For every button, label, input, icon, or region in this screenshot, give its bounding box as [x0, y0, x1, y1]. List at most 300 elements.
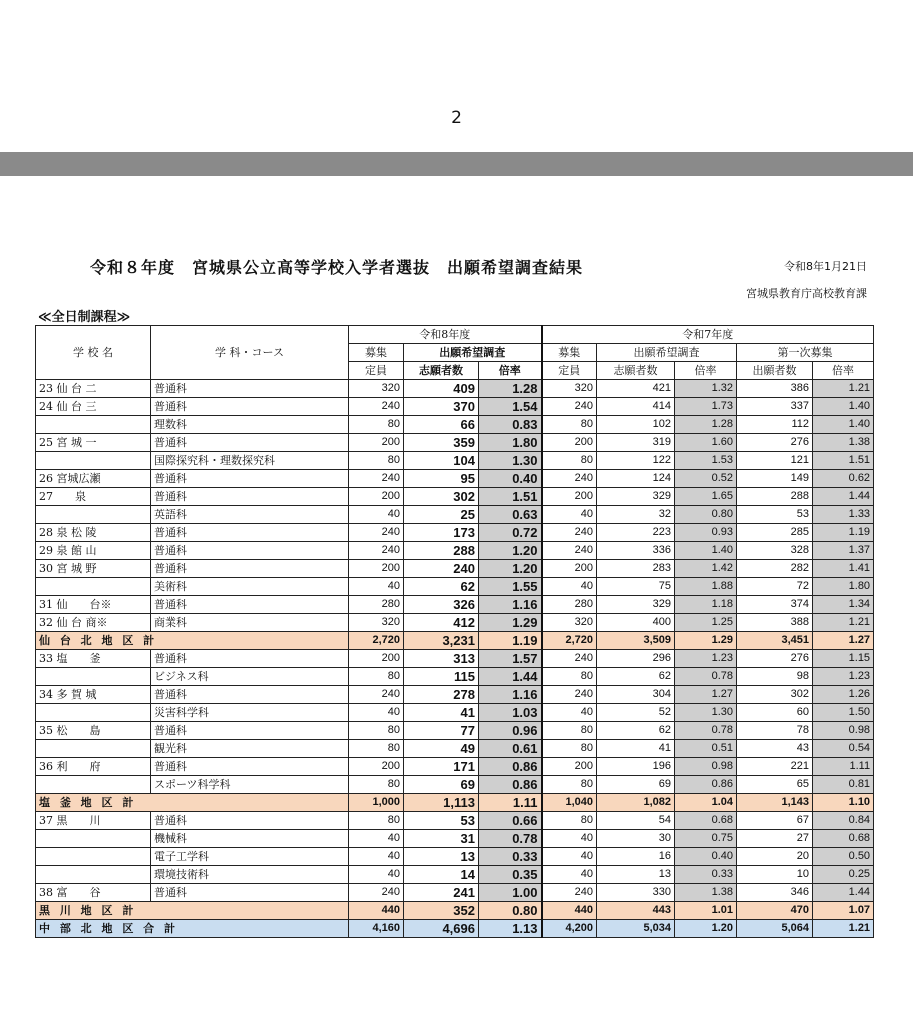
r8-applicants-cell: 240 [404, 560, 479, 578]
r8-ratio-cell: 1.51 [479, 488, 542, 506]
course-cell: スポーツ科学科 [151, 776, 349, 794]
header-band [0, 152, 913, 176]
r7-quota-cell: 40 [542, 578, 597, 596]
r7-first-ratio-cell: 1.41 [813, 560, 874, 578]
r8-ratio-cell: 0.83 [479, 416, 542, 434]
r8-ratio-cell: 1.11 [479, 794, 542, 812]
r7-first-ratio-cell: 1.44 [813, 488, 874, 506]
r7-quota-cell: 200 [542, 488, 597, 506]
r7-first-applied-cell: 285 [737, 524, 813, 542]
course-cell: 普通科 [151, 560, 349, 578]
r7-first-applied-cell: 374 [737, 596, 813, 614]
r7-first-ratio-cell: 1.07 [813, 902, 874, 920]
r7-quota-cell: 80 [542, 812, 597, 830]
r7-first-ratio-cell: 1.33 [813, 506, 874, 524]
table-row [36, 596, 874, 614]
r8-quota-cell: 240 [349, 470, 404, 488]
r8-ratio-cell: 1.00 [479, 884, 542, 902]
r7-ratio-cell: 0.78 [675, 722, 737, 740]
r7-quota-cell: 240 [542, 524, 597, 542]
table-row [36, 524, 874, 542]
r8-ratio-cell: 1.80 [479, 434, 542, 452]
table-row [36, 578, 874, 596]
r7-quota-header-bottom: 定員 [542, 362, 597, 380]
r7-ratio-cell: 1.73 [675, 398, 737, 416]
r7-quota-cell: 200 [542, 560, 597, 578]
r7-quota-cell: 240 [542, 470, 597, 488]
school-name-cell: 34 多 賀 城 [36, 686, 151, 704]
r8-ratio-cell: 1.03 [479, 704, 542, 722]
r7-first-ratio-cell: 0.54 [813, 740, 874, 758]
r8-quota-cell: 240 [349, 542, 404, 560]
r8-applicants-cell: 69 [404, 776, 479, 794]
r7-applicants-cell: 330 [597, 884, 675, 902]
district-total-label: 塩 釜 地 区 計 [36, 794, 349, 812]
r7-first-ratio-cell: 1.11 [813, 758, 874, 776]
school-name-cell: 32 仙 台 商※ [36, 614, 151, 632]
r7-first-ratio-cell: 1.37 [813, 542, 874, 560]
r7-applicants-cell: 329 [597, 488, 675, 506]
r8-quota-cell: 80 [349, 668, 404, 686]
r8-applicants-cell: 409 [404, 380, 479, 398]
r8-applicants-cell: 288 [404, 542, 479, 560]
school-name-cell: 35 松 島 [36, 722, 151, 740]
r7-applicants-cell: 75 [597, 578, 675, 596]
r7-quota-cell: 240 [542, 542, 597, 560]
r8-ratio-cell: 0.86 [479, 758, 542, 776]
table-row [36, 668, 874, 686]
r8-ratio-cell: 0.33 [479, 848, 542, 866]
table-row [36, 560, 874, 578]
r7-first-ratio-cell: 0.50 [813, 848, 874, 866]
r7-ratio-cell: 1.88 [675, 578, 737, 596]
r7-applicants-cell: 5,034 [597, 920, 675, 938]
r7-ratio-cell: 1.30 [675, 704, 737, 722]
r7-ratio-cell: 0.86 [675, 776, 737, 794]
r7-quota-cell: 4,200 [542, 920, 597, 938]
r7-ratio-cell: 1.53 [675, 452, 737, 470]
r7-first-applied-cell: 470 [737, 902, 813, 920]
course-cell: 機械科 [151, 830, 349, 848]
r8-ratio-cell: 0.72 [479, 524, 542, 542]
r8-ratio-cell: 1.20 [479, 560, 542, 578]
course-cell: ビジネス科 [151, 668, 349, 686]
course-cell: 理数科 [151, 416, 349, 434]
table-row [36, 506, 874, 524]
r7-quota-header-top: 募集 [542, 344, 597, 362]
r7-applicants-cell: 124 [597, 470, 675, 488]
r8-ratio-cell: 0.78 [479, 830, 542, 848]
r7-first-ratio-cell: 1.51 [813, 452, 874, 470]
r7-quota-cell: 40 [542, 704, 597, 722]
r7-applicants-cell: 16 [597, 848, 675, 866]
r8-applicants-cell: 4,696 [404, 920, 479, 938]
r7-quota-cell: 80 [542, 776, 597, 794]
r8-ratio-cell: 1.54 [479, 398, 542, 416]
r7-first-applied-cell: 302 [737, 686, 813, 704]
course-cell: 普通科 [151, 596, 349, 614]
r7-first-ratio-cell: 1.26 [813, 686, 874, 704]
r8-ratio-cell: 0.66 [479, 812, 542, 830]
r8-applicants-cell: 49 [404, 740, 479, 758]
school-name-cell [36, 452, 151, 470]
table-row [36, 776, 874, 794]
r8-ratio-cell: 1.19 [479, 632, 542, 650]
r8-ratio-cell: 0.96 [479, 722, 542, 740]
r7-first-ratio-cell: 1.15 [813, 650, 874, 668]
district-total-row [36, 794, 874, 812]
r7-quota-cell: 80 [542, 416, 597, 434]
r8-applicants-cell: 171 [404, 758, 479, 776]
r8-quota-cell: 1,000 [349, 794, 404, 812]
r7-applicants-cell: 336 [597, 542, 675, 560]
r8-applicants-cell: 359 [404, 434, 479, 452]
r7-applicants-cell: 54 [597, 812, 675, 830]
r8-quota-cell: 80 [349, 722, 404, 740]
r7-first-applied-cell: 3,451 [737, 632, 813, 650]
r8-quota-cell: 320 [349, 380, 404, 398]
r7-first-applied-cell: 386 [737, 380, 813, 398]
school-name-cell [36, 578, 151, 596]
r7-first-applied-cell: 388 [737, 614, 813, 632]
r8-quota-cell: 40 [349, 848, 404, 866]
school-name-cell: 29 泉 館 山 [36, 542, 151, 560]
r7-ratio-cell: 1.32 [675, 380, 737, 398]
r8-quota-cell: 40 [349, 578, 404, 596]
document-date: 令和8年1月21日 [784, 260, 867, 273]
r7-first-applied-cell: 337 [737, 398, 813, 416]
r8-quota-cell: 40 [349, 830, 404, 848]
district-total-label: 仙 台 北 地 区 計 [36, 632, 349, 650]
r7-ratio-cell: 1.01 [675, 902, 737, 920]
r7-first-applied-cell: 112 [737, 416, 813, 434]
results-table [35, 325, 874, 938]
r8-ratio-cell: 1.13 [479, 920, 542, 938]
r7-header: 令和7年度 [542, 326, 874, 344]
r7-applicants-cell: 122 [597, 452, 675, 470]
r8-survey-header: 出願希望調査 [404, 344, 542, 362]
r7-first-ratio-cell: 0.84 [813, 812, 874, 830]
r7-first-applied-cell: 67 [737, 812, 813, 830]
table-row [36, 488, 874, 506]
r8-quota-cell: 200 [349, 650, 404, 668]
course-cell: 災害科学科 [151, 704, 349, 722]
r8-applicants-cell: 77 [404, 722, 479, 740]
r8-quota-cell: 240 [349, 398, 404, 416]
r7-first-ratio-cell: 1.10 [813, 794, 874, 812]
r7-first-applied-cell: 27 [737, 830, 813, 848]
course-cell: 普通科 [151, 380, 349, 398]
r7-ratio-cell: 1.38 [675, 884, 737, 902]
r7-first-ratio-cell: 1.23 [813, 668, 874, 686]
r8-applicants-cell: 352 [404, 902, 479, 920]
r7-applicants-cell: 443 [597, 902, 675, 920]
r7-applicants-cell: 62 [597, 668, 675, 686]
r8-applicants-cell: 173 [404, 524, 479, 542]
r8-quota-header-top: 募集 [349, 344, 404, 362]
r7-first-ratio-header: 倍率 [813, 362, 874, 380]
school-name-cell [36, 866, 151, 884]
course-cell: 環境技術科 [151, 866, 349, 884]
page-number: 2 [451, 108, 462, 128]
r7-quota-cell: 240 [542, 686, 597, 704]
r7-quota-cell: 200 [542, 434, 597, 452]
r7-first-applied-cell: 1,143 [737, 794, 813, 812]
r8-applicants-cell: 326 [404, 596, 479, 614]
school-name-cell [36, 416, 151, 434]
r8-quota-header-bottom: 定員 [349, 362, 404, 380]
r8-ratio-cell: 1.55 [479, 578, 542, 596]
r8-quota-cell: 240 [349, 524, 404, 542]
school-name-cell: 23 仙 台 二 [36, 380, 151, 398]
r8-ratio-cell: 1.28 [479, 380, 542, 398]
r7-ratio-cell: 0.75 [675, 830, 737, 848]
r7-ratio-cell: 0.78 [675, 668, 737, 686]
district-total-row [36, 632, 874, 650]
r7-quota-cell: 320 [542, 380, 597, 398]
r7-ratio-cell: 0.68 [675, 812, 737, 830]
r8-ratio-cell: 1.30 [479, 452, 542, 470]
course-cell: 普通科 [151, 398, 349, 416]
r8-quota-cell: 200 [349, 434, 404, 452]
r7-first-ratio-cell: 0.68 [813, 830, 874, 848]
r7-quota-cell: 80 [542, 668, 597, 686]
r7-first-ratio-cell: 0.98 [813, 722, 874, 740]
r8-applicants-cell: 62 [404, 578, 479, 596]
r8-quota-cell: 4,160 [349, 920, 404, 938]
school-name-cell: 24 仙 台 三 [36, 398, 151, 416]
table-row [36, 830, 874, 848]
r7-first-header: 第一次募集 [737, 344, 874, 362]
r7-ratio-cell: 0.52 [675, 470, 737, 488]
r7-first-applied-cell: 98 [737, 668, 813, 686]
r7-quota-cell: 40 [542, 866, 597, 884]
r8-applicants-cell: 14 [404, 866, 479, 884]
r7-first-applied-header: 出願者数 [737, 362, 813, 380]
r8-applicants-cell: 241 [404, 884, 479, 902]
school-name-cell: 25 宮 城 一 [36, 434, 151, 452]
r8-quota-cell: 320 [349, 614, 404, 632]
issuing-organization: 宮城県教育庁高校教育課 [746, 287, 867, 300]
r8-quota-cell: 80 [349, 416, 404, 434]
r7-applicants-cell: 102 [597, 416, 675, 434]
document-title: 令和８年度 宮城県公立高等学校入学者選抜 出願希望調査結果 [90, 258, 584, 277]
r7-first-applied-cell: 65 [737, 776, 813, 794]
table-row [36, 650, 874, 668]
course-cell: 普通科 [151, 884, 349, 902]
grand-total-label: 中 部 北 地 区 合 計 [36, 920, 349, 938]
r8-applicants-cell: 370 [404, 398, 479, 416]
r7-applicants-cell: 223 [597, 524, 675, 542]
r7-ratio-cell: 0.93 [675, 524, 737, 542]
school-name-cell [36, 704, 151, 722]
r8-ratio-cell: 0.35 [479, 866, 542, 884]
r7-quota-cell: 240 [542, 650, 597, 668]
table-row [36, 398, 874, 416]
r7-quota-cell: 80 [542, 722, 597, 740]
r7-first-applied-cell: 20 [737, 848, 813, 866]
grand-total-row [36, 920, 874, 938]
course-cell: 国際探究科・理数探究科 [151, 452, 349, 470]
r7-first-applied-cell: 276 [737, 650, 813, 668]
r7-first-applied-cell: 10 [737, 866, 813, 884]
r7-first-ratio-cell: 1.19 [813, 524, 874, 542]
r8-ratio-cell: 0.80 [479, 902, 542, 920]
r7-applicants-cell: 30 [597, 830, 675, 848]
r7-ratio-cell: 1.04 [675, 794, 737, 812]
course-cell: 美術科 [151, 578, 349, 596]
r7-ratio-cell: 0.51 [675, 740, 737, 758]
r8-quota-cell: 440 [349, 902, 404, 920]
table-row [36, 416, 874, 434]
r7-ratio-cell: 0.98 [675, 758, 737, 776]
school-name-cell: 33 塩 釜 [36, 650, 151, 668]
r8-applicants-cell: 3,231 [404, 632, 479, 650]
r7-ratio-cell: 0.40 [675, 848, 737, 866]
r8-ratio-cell: 0.63 [479, 506, 542, 524]
r8-quota-cell: 200 [349, 758, 404, 776]
course-cell: 英語科 [151, 506, 349, 524]
course-header: 学 科・コース [151, 326, 349, 380]
r7-first-ratio-cell: 1.80 [813, 578, 874, 596]
course-cell: 商業科 [151, 614, 349, 632]
r8-quota-cell: 40 [349, 866, 404, 884]
r7-ratio-cell: 1.42 [675, 560, 737, 578]
r7-first-applied-cell: 78 [737, 722, 813, 740]
r7-applicants-cell: 1,082 [597, 794, 675, 812]
r7-quota-cell: 40 [542, 830, 597, 848]
r8-ratio-cell: 1.44 [479, 668, 542, 686]
table-row [36, 614, 874, 632]
r7-ratio-cell: 0.33 [675, 866, 737, 884]
r7-quota-cell: 1,040 [542, 794, 597, 812]
table-row [36, 866, 874, 884]
r8-ratio-cell: 0.86 [479, 776, 542, 794]
r7-first-ratio-cell: 1.27 [813, 632, 874, 650]
r7-applicants-cell: 304 [597, 686, 675, 704]
course-cell: 普通科 [151, 722, 349, 740]
r8-applicants-cell: 412 [404, 614, 479, 632]
r8-quota-cell: 240 [349, 686, 404, 704]
table-row [36, 812, 874, 830]
r8-applicants-cell: 313 [404, 650, 479, 668]
r7-ratio-cell: 1.20 [675, 920, 737, 938]
r8-quota-cell: 2,720 [349, 632, 404, 650]
course-cell: 電子工学科 [151, 848, 349, 866]
course-cell: 普通科 [151, 470, 349, 488]
r7-quota-cell: 2,720 [542, 632, 597, 650]
r8-quota-cell: 200 [349, 488, 404, 506]
r7-first-ratio-cell: 1.21 [813, 614, 874, 632]
r8-ratio-cell: 0.40 [479, 470, 542, 488]
r7-applicants-cell: 296 [597, 650, 675, 668]
course-cell: 普通科 [151, 524, 349, 542]
school-name-cell [36, 506, 151, 524]
district-total-label: 黒 川 地 区 計 [36, 902, 349, 920]
r7-quota-cell: 80 [542, 452, 597, 470]
r8-applicants-cell: 302 [404, 488, 479, 506]
r7-first-applied-cell: 221 [737, 758, 813, 776]
table-row [36, 758, 874, 776]
school-name-cell: 31 仙 台※ [36, 596, 151, 614]
r7-first-applied-cell: 60 [737, 704, 813, 722]
section-label: ≪全日制課程≫ [38, 310, 131, 325]
r7-ratio-cell: 1.27 [675, 686, 737, 704]
r7-first-applied-cell: 121 [737, 452, 813, 470]
table-row [36, 704, 874, 722]
r7-applicants-cell: 196 [597, 758, 675, 776]
r8-applicants-cell: 41 [404, 704, 479, 722]
course-cell: 普通科 [151, 488, 349, 506]
course-cell: 観光科 [151, 740, 349, 758]
table-row [36, 452, 874, 470]
r7-ratio-cell: 0.80 [675, 506, 737, 524]
course-cell: 普通科 [151, 542, 349, 560]
r7-applicants-cell: 283 [597, 560, 675, 578]
school-header: 学 校 名 [36, 326, 151, 380]
r7-applicants-cell: 69 [597, 776, 675, 794]
r7-ratio-cell: 1.40 [675, 542, 737, 560]
school-name-cell [36, 848, 151, 866]
r7-ratio-header: 倍率 [675, 362, 737, 380]
r8-ratio-cell: 1.16 [479, 686, 542, 704]
r8-quota-cell: 240 [349, 884, 404, 902]
r8-quota-cell: 80 [349, 776, 404, 794]
school-name-cell: 38 富 谷 [36, 884, 151, 902]
r7-quota-cell: 440 [542, 902, 597, 920]
table-row [36, 686, 874, 704]
r8-ratio-header: 倍率 [479, 362, 542, 380]
r8-ratio-cell: 0.61 [479, 740, 542, 758]
r8-applicants-cell: 115 [404, 668, 479, 686]
r7-first-ratio-cell: 1.50 [813, 704, 874, 722]
course-cell: 普通科 [151, 758, 349, 776]
r7-applicants-cell: 62 [597, 722, 675, 740]
r7-applicants-cell: 329 [597, 596, 675, 614]
school-name-cell: 26 宮城広瀬 [36, 470, 151, 488]
r7-first-ratio-cell: 0.81 [813, 776, 874, 794]
r8-applicants-cell: 278 [404, 686, 479, 704]
r8-applicants-cell: 66 [404, 416, 479, 434]
course-cell: 普通科 [151, 434, 349, 452]
r8-ratio-cell: 1.29 [479, 614, 542, 632]
table-row [36, 722, 874, 740]
r8-applicants-header: 志願者数 [404, 362, 479, 380]
r8-quota-cell: 40 [349, 506, 404, 524]
r8-applicants-cell: 25 [404, 506, 479, 524]
r7-first-ratio-cell: 0.25 [813, 866, 874, 884]
r7-first-applied-cell: 328 [737, 542, 813, 560]
course-cell: 普通科 [151, 812, 349, 830]
school-name-cell: 28 泉 松 陵 [36, 524, 151, 542]
school-name-cell [36, 776, 151, 794]
r7-first-applied-cell: 5,064 [737, 920, 813, 938]
r7-applicants-header: 志願者数 [597, 362, 675, 380]
r7-quota-cell: 240 [542, 398, 597, 416]
school-name-cell: 36 利 府 [36, 758, 151, 776]
school-name-cell: 37 黒 川 [36, 812, 151, 830]
r7-ratio-cell: 1.18 [675, 596, 737, 614]
r7-ratio-cell: 1.65 [675, 488, 737, 506]
r8-applicants-cell: 13 [404, 848, 479, 866]
r7-applicants-cell: 52 [597, 704, 675, 722]
r7-applicants-cell: 3,509 [597, 632, 675, 650]
r7-quota-cell: 80 [542, 740, 597, 758]
r8-quota-cell: 80 [349, 452, 404, 470]
r7-ratio-cell: 1.25 [675, 614, 737, 632]
r7-first-ratio-cell: 1.21 [813, 920, 874, 938]
r7-first-ratio-cell: 1.40 [813, 416, 874, 434]
